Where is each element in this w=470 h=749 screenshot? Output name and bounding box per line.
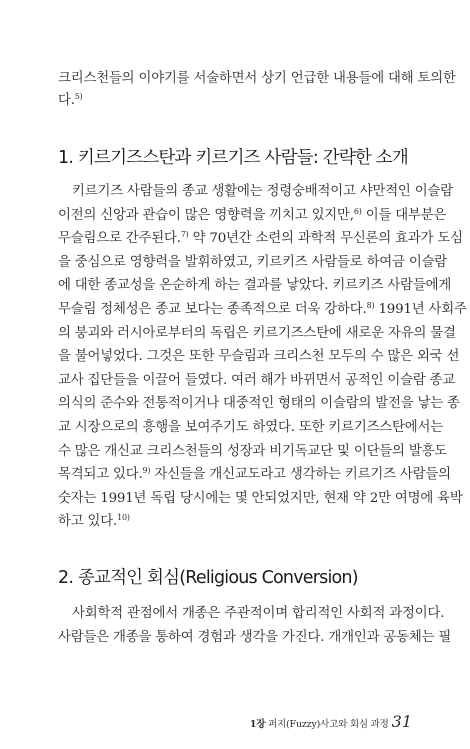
page-footer [250,712,412,731]
body-text-line [58,230,463,248]
footnote-marker: 8) [366,301,375,310]
body-text-line [58,443,448,461]
footnote-marker: 7) [180,230,189,240]
text-span: 자신들을 개신교도라고 생각하는 키르기즈 사람들의 [150,467,451,483]
text-span: 에 대한 종교성을 온순하게 하는 결과를 낳았다. 키르키즈 사람들에게 [58,278,452,294]
text-span: 크리스천들의 이야기를 서술하면서 상기 언급한 내용들에 대해 토의한 [58,71,456,86]
body-text-line [58,325,456,343]
body-text-line [58,254,448,272]
text-span: 무슬림으로 간주된다. [58,231,181,247]
body-text-line [58,348,460,366]
text-span: 사람들은 개종을 통하여 경험과 생각을 가진다. 개개인과 공동체는 필 [58,629,452,645]
text-span: 의 붕괴와 러시아로부터의 독립은 키르기즈스탄에 새로운 자유의 물결 [58,325,456,341]
body-text-line [58,92,413,110]
text-span: 의식의 준수와 전통적이거나 대중적인 형태의 이슬람의 발전을 낳는 종 [58,396,460,412]
section-heading: 1. 키르기즈스탄과 키르기즈 사람들: 간략한 소개 [58,148,409,168]
body-text-line [58,466,451,484]
text-span: 수 많은 개신교 크리스천들의 성장과 비기독교단 및 이단들의 발흥도 [58,443,448,459]
chapter-title: 퍼지(Fuzzy)사고와 회심 과정 [268,719,389,730]
text-span: 목격되고 있다. [58,467,143,483]
page-number: 31 [391,712,412,731]
text-span: 교 시장으로의 흥행을 보여주기도 하였다. 또한 키르기즈스탄에서는 [58,420,443,435]
body-text-line [58,206,447,225]
text-span: 무슬림 정체성은 종교 보다는 종족적으로 더욱 강하다. [58,302,367,317]
body-text-line [72,605,445,623]
text-span: 1991년 사회주 [374,302,467,317]
footnote-marker: 9) [142,466,151,476]
footnote-marker: 5) [74,92,83,101]
body-text-line [58,395,460,413]
text-span: 이들 대부분은 [361,207,447,223]
body-text-line [58,372,456,390]
text-span: 숫자는 1991년 독립 당시에는 몇 안되었지만, 현재 약 2만 여명에 육박 [58,490,463,506]
text-span: 사회학적 관점에서 개종은 주관적이며 합리적인 사회적 과정이다. [72,606,445,621]
body-text-line [58,70,456,88]
text-span: 이전의 신앙과 관습이 많은 영향력을 끼치고 있지만, [58,207,354,223]
running-footer [250,719,389,730]
body-text-line [58,629,452,647]
section-heading: 2. 종교적인 회심(Religious Conversion) [58,568,358,588]
text-span: 을 불어넣었다. 그것은 또한 무슬림과 크리스천 모두의 수 많은 외국 선 [58,349,460,365]
text-span: 하고 있다. [58,514,118,530]
footnote-marker: 6) [353,206,362,216]
text-span: 을 중심으로 영향력을 발휘하였고, 키르키즈 사람들로 하여금 이슬람 [58,254,448,270]
body-text-line [58,277,452,295]
body-text-line [72,183,453,201]
chapter-number: 1장 [249,719,266,730]
footnote-marker: 10) [117,513,130,523]
body-text-line [58,490,463,508]
body-text-line [58,419,443,437]
text-span: 다. [58,93,75,108]
body-text-line [58,301,467,319]
body-text-line [58,513,413,531]
text-span: 키르기즈 사람들의 종교 생활에는 정령숭배적이고 샤만적인 이슬람 [72,184,453,199]
text-span: 교사 집단들을 이끌어 들였다. 여러 해가 바뀌면서 공적인 이슬람 종교 [58,372,456,388]
text-span: 약 70년간 소련의 과학적 무신론의 효과가 도심 [188,231,463,247]
